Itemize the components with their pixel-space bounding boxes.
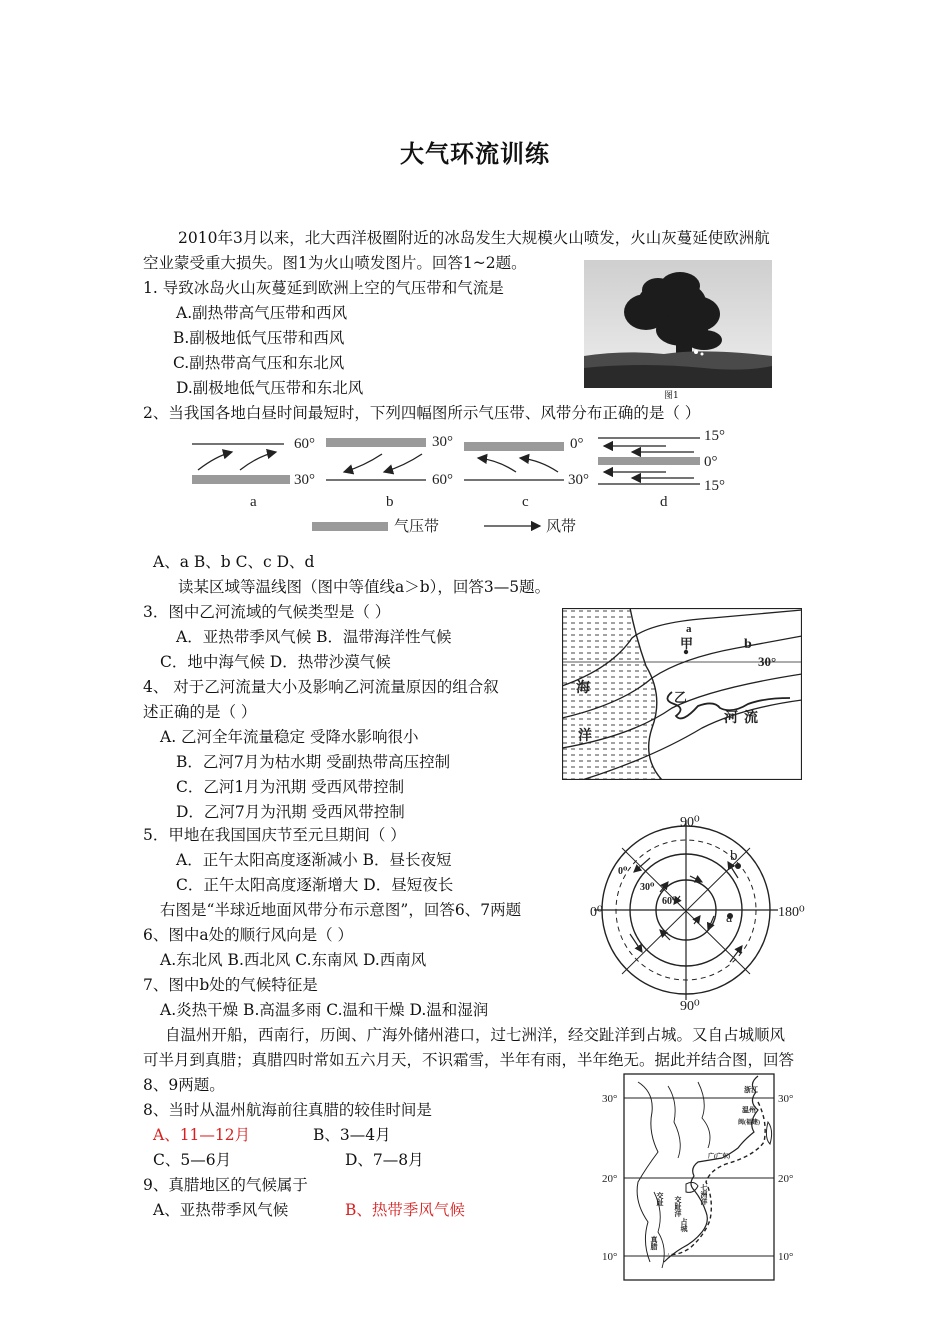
- diagram-a-label: a: [250, 494, 257, 510]
- pressure-wind-belt-diagrams: [186, 426, 746, 538]
- q7-options: A.炎热干燥 B.高温多雨 C.温和干燥 D.温和湿润: [160, 1001, 489, 1019]
- intro-line-2: 空业蒙受重大损失。图1为火山喷发图片。回答1~2题。: [143, 254, 527, 272]
- point-a-label: a: [726, 911, 733, 926]
- label-zhancheng: 占城: [680, 1218, 688, 1232]
- q5-options-cd: C．正午太阳高度逐渐增大 D．昼短夜长: [176, 876, 454, 894]
- label-zhejiang: 浙江: [744, 1086, 758, 1094]
- q1-option-a: A.副热带高气压带和西风: [176, 304, 348, 322]
- diagram-d-label: d: [660, 494, 668, 510]
- diagram-b-pressure-band: [326, 438, 426, 447]
- intro-wind-belt: 右图是“半球近地面风带分布示意图”，回答6、7两题: [160, 901, 522, 919]
- intro-line-1: 2010年3月以来，北大西洋极圈附近的冰岛发生大规模火山喷发，火山灰蔓延使欧洲航: [178, 229, 770, 247]
- diagram-a-pressure-band: [192, 475, 290, 484]
- diagram-d-pressure-band: [598, 457, 700, 465]
- diagram-d-middle-label: 0°: [704, 454, 718, 470]
- q3-options-cd: C．地中海气候 D．热带沙漠气候: [160, 653, 391, 671]
- hemisphere-wind-belt-diagram: [590, 812, 810, 1012]
- diagram-b-top-label: 30°: [432, 434, 453, 450]
- label-qizhouyang: 七洲洋: [700, 1184, 708, 1205]
- label-90-top: 90⁰: [680, 815, 700, 830]
- ocean-label-hai: 海: [576, 681, 590, 696]
- diagram-a-wind-arrow-2: [240, 452, 276, 470]
- latitude-30-label: 30°: [758, 654, 777, 669]
- river-label-liu: 流: [744, 711, 758, 726]
- diagram-c-pressure-band: [464, 442, 564, 451]
- ocean-label-yang: 洋: [578, 729, 592, 744]
- page-title: 大气环流训练: [400, 139, 550, 168]
- q9-option-a: A、亚热带季风气候: [153, 1201, 289, 1219]
- q9-stem: 9、真腊地区的气候属于: [143, 1176, 308, 1194]
- label-zhenla: 真腊: [650, 1236, 658, 1250]
- q8-option-c: C、5—6月: [153, 1151, 232, 1169]
- sea-route-map: [598, 1072, 804, 1284]
- q1-option-c: C.副热带高气压和东北风: [173, 354, 345, 372]
- q4-option-a: A. 乙河全年流量稳定 受降水影响很小: [160, 728, 419, 746]
- intro-voyage-line-2: 可半月到真腊；真腊四时常如五六月天，不识霜雪，半年有雨，半年绝无。据此并结合图，回答: [143, 1051, 795, 1069]
- q8-option-a-answer: A、11—12月: [153, 1126, 251, 1144]
- q9-option-b-answer: B、热带季风气候: [345, 1201, 465, 1219]
- ring-label-30: 30⁰: [640, 882, 655, 893]
- q3-stem: 3．图中乙河流域的气候类型是（ ）: [143, 603, 391, 621]
- q8-option-b: B、3—4月: [313, 1126, 391, 1144]
- q2-options: A、a B、b C、c D、d: [153, 553, 315, 571]
- lat-30-right: 30°: [778, 1093, 794, 1105]
- lat-20-left: 20°: [602, 1173, 618, 1185]
- q4-option-c: C．乙河1月为汛期 受西风带控制: [176, 778, 405, 796]
- q4-option-b: B．乙河7月为枯水期 受副热带高压控制: [176, 753, 451, 771]
- legend-wind-label: 风带: [546, 519, 577, 535]
- q6-options: A.东北风 B.西北风 C.东南风 D.西南风: [160, 951, 427, 969]
- diagram-c-label: c: [522, 494, 529, 510]
- q8-option-d: D、7—8月: [345, 1151, 424, 1169]
- q5-options-ab: A．正午太阳高度逐渐减小 B．昼长夜短: [176, 851, 452, 869]
- diagram-c-wind-arrow-1: [478, 458, 516, 472]
- lat-10-right: 10°: [778, 1251, 794, 1263]
- label-fujian: 闽(福建): [738, 1120, 760, 1126]
- ring-label-0: 0⁰: [618, 866, 628, 877]
- diagram-b-bottom-label: 60°: [432, 472, 453, 488]
- diagram-c-wind-arrow-2: [520, 458, 558, 472]
- q1-option-d: D.副极地低气压带和东北风: [176, 379, 364, 397]
- q6-stem: 6、图中a处的顺行风向是（ ）: [143, 926, 354, 944]
- q1-stem: 1. 导致冰岛火山灰蔓延到欧洲上空的气压带和气流是: [143, 279, 504, 297]
- q4-option-d: D．乙河7月为汛期 受西风带控制: [176, 803, 405, 821]
- intro-voyage-line-1: 自温州开船，西南行，历闽、广海外储州港口，过七洲洋，经交趾洋到占城。又自占城顺风: [165, 1026, 786, 1044]
- q5-stem: 5．甲地在我国国庆节至元旦期间（ ）: [143, 826, 406, 844]
- diagram-d-top-label: 15°: [704, 428, 725, 444]
- lat-20-right: 20°: [778, 1173, 794, 1185]
- lat-30-left: 30°: [602, 1093, 618, 1105]
- river-label-he: 河: [724, 711, 738, 726]
- point-jia-label: 甲: [680, 636, 694, 651]
- label-0-left: 0⁰: [590, 905, 603, 920]
- diagram-c-top-label: 0°: [570, 436, 584, 452]
- volcano-photo: [584, 260, 772, 388]
- diagram-d-bottom-label: 15°: [704, 478, 725, 494]
- q7-stem: 7、图中b处的气候特征是: [143, 976, 318, 994]
- lat-10-left: 10°: [602, 1251, 618, 1263]
- ring-label-60: 60⁰: [662, 896, 677, 907]
- diagram-b-wind-arrow-2: [384, 454, 422, 472]
- q2-stem: 2、当我国各地白昼时间最短时，下列四幅图所示气压带、风带分布正确的是（ ）: [143, 404, 701, 422]
- isotherm-map: [562, 608, 802, 780]
- label-jiaozhi: 交趾: [656, 1192, 664, 1206]
- label-guangdong: 广(广东): [708, 1154, 730, 1160]
- diagram-a-bottom-label: 30°: [294, 472, 315, 488]
- river-label-yi: 乙: [674, 690, 688, 705]
- figure-1-caption: 图1: [664, 391, 679, 401]
- q1-option-b: B.副极地低气压带和西风: [173, 329, 345, 347]
- legend-pressure-swatch: [312, 522, 388, 531]
- diagram-b-label: b: [386, 494, 394, 510]
- intro-voyage-line-3: 8、9两题。: [143, 1076, 225, 1094]
- label-90-bottom: 90⁰: [680, 999, 700, 1012]
- label-wenzhou: 温州: [742, 1106, 756, 1114]
- label-180-right: 180⁰: [778, 905, 805, 920]
- isotherm-b-label: b: [744, 637, 752, 652]
- intro-isotherm: 读某区域等温线图（图中等值线a＞b），回答3—5题。: [178, 578, 551, 596]
- diagram-c-bottom-label: 30°: [568, 472, 589, 488]
- q4-stem-line-2: 述正确的是（ ）: [143, 703, 257, 721]
- isotherm-a-label: a: [686, 623, 692, 635]
- q8-stem: 8、当时从温州航海前往真腊的较佳时间是: [143, 1101, 432, 1119]
- diagram-a-wind-arrow-1: [198, 452, 232, 470]
- q3-options-ab: A．亚热带季风气候 B．温带海洋性气候: [176, 628, 452, 646]
- label-jiaozhiyang: 交趾洋: [674, 1196, 682, 1217]
- point-b-label: b: [730, 848, 738, 864]
- q4-stem-line-1: 4、 对于乙河流量大小及影响乙河流量原因的组合叙: [143, 678, 499, 696]
- diagram-a-top-label: 60°: [294, 436, 315, 452]
- legend-pressure-label: 气压带: [394, 519, 440, 535]
- diagram-b-wind-arrow-1: [344, 454, 382, 472]
